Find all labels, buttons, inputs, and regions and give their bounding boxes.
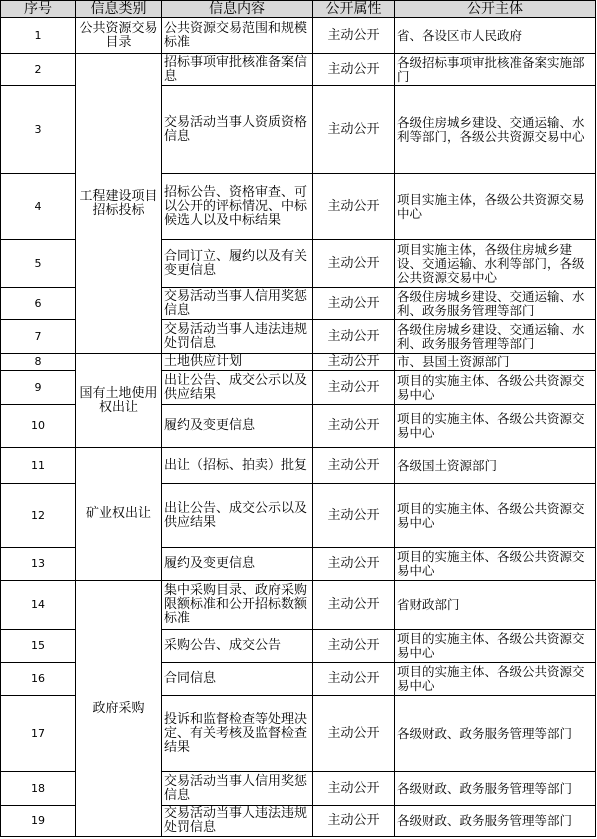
table-row: [1, 354, 596, 371]
row-index: 17: [1, 696, 76, 772]
row-content: 出让公告、成交公示以及供应结果: [162, 484, 313, 548]
row-index: 13: [1, 548, 76, 581]
row-attribute: 主动公开: [313, 696, 395, 772]
row-content: 交易活动当事人违法违规处罚信息: [162, 320, 313, 354]
row-content: 交易活动当事人信用奖惩信息: [162, 772, 313, 806]
row-attribute: 主动公开: [313, 806, 395, 837]
row-attribute: 主动公开: [313, 630, 395, 663]
row-index: 5: [1, 240, 76, 288]
row-content: 履约及变更信息: [162, 405, 313, 448]
category-engineering: 工程建设项目招标投标: [76, 54, 162, 354]
row-content: 交易活动当事人信用奖惩信息: [162, 288, 313, 320]
header-category: 信息类别: [76, 1, 162, 18]
table-row: [1, 581, 596, 630]
row-attribute: 主动公开: [313, 54, 395, 86]
row-index: 2: [1, 54, 76, 86]
row-content: 交易活动当事人资质资格信息: [162, 86, 313, 174]
row-content: 合同信息: [162, 663, 313, 696]
table-row: [1, 18, 596, 54]
row-subject: 各级国土资源部门: [395, 448, 596, 484]
row-content: 出让（招标、拍卖）批复: [162, 448, 313, 484]
row-content: 土地供应计划: [162, 354, 313, 371]
row-index: 11: [1, 448, 76, 484]
row-attribute: 主动公开: [313, 772, 395, 806]
row-attribute: 主动公开: [313, 484, 395, 548]
row-content: 采购公告、成交公告: [162, 630, 313, 663]
row-attribute: 主动公开: [313, 405, 395, 448]
header-index: 序号: [1, 1, 76, 18]
row-content: 公共资源交易范围和规模标准: [162, 18, 313, 54]
row-content: 履约及变更信息: [162, 548, 313, 581]
row-attribute: 主动公开: [313, 288, 395, 320]
header-attribute: 公开属性: [313, 1, 395, 18]
row-index: 6: [1, 288, 76, 320]
row-index: 4: [1, 174, 76, 240]
category-procurement: 政府采购: [76, 581, 162, 837]
row-attribute: 主动公开: [313, 448, 395, 484]
row-content: 出让公告、成交公示以及供应结果: [162, 371, 313, 405]
row-content: 投诉和监督检查等处理决定、有关考核及监督检查结果: [162, 696, 313, 772]
row-subject: 各级财政、政务服务管理等部门: [395, 806, 596, 837]
row-content: 集中采购目录、政府采购限额标准和公开招标数额标准: [162, 581, 313, 630]
row-index: 18: [1, 772, 76, 806]
row-index: 14: [1, 581, 76, 630]
row-subject: 省财政部门: [395, 581, 596, 630]
row-attribute: 主动公开: [313, 354, 395, 371]
row-subject: 项目实施主体，各级住房城乡建设、交通运输、水利等部门，各级公共资源交易中心: [395, 240, 596, 288]
row-subject: 项目的实施主体、各级公共资源交易中心: [395, 630, 596, 663]
row-subject: 项目的实施主体、各级公共资源交易中心: [395, 484, 596, 548]
row-subject: 各级住房城乡建设、交通运输、水利、政务服务管理等部门: [395, 288, 596, 320]
row-content: 招标事项审批核准备案信息: [162, 54, 313, 86]
row-content: 合同订立、履约以及有关变更信息: [162, 240, 313, 288]
row-attribute: 主动公开: [313, 174, 395, 240]
row-index: 9: [1, 371, 76, 405]
row-attribute: 主动公开: [313, 663, 395, 696]
row-subject: 项目的实施主体、各级公共资源交易中心: [395, 371, 596, 405]
header-subject: 公开主体: [395, 1, 596, 18]
row-index: 12: [1, 484, 76, 548]
row-attribute: 主动公开: [313, 18, 395, 54]
row-index: 8: [1, 354, 76, 371]
row-content: 交易活动当事人违法违规处罚信息: [162, 806, 313, 837]
row-index: 1: [1, 18, 76, 54]
row-subject: 各级财政、政务服务管理等部门: [395, 772, 596, 806]
row-category: 公共资源交易目录: [76, 18, 162, 54]
row-subject: 项目的实施主体、各级公共资源交易中心: [395, 405, 596, 448]
row-subject: 各级住房城乡建设、交通运输、水利等部门，各级公共资源交易中心: [395, 86, 596, 174]
row-attribute: 主动公开: [313, 371, 395, 405]
table-row: [1, 448, 596, 484]
row-index: 3: [1, 86, 76, 174]
row-attribute: 主动公开: [313, 320, 395, 354]
row-subject: 各级住房城乡建设、交通运输、水利、政务服务管理等部门: [395, 320, 596, 354]
row-subject: 各级招标事项审批核准备案实施部门: [395, 54, 596, 86]
row-subject: 省、各设区市人民政府: [395, 18, 596, 54]
header-content: 信息内容: [162, 1, 313, 18]
row-index: 7: [1, 320, 76, 354]
row-subject: 项目的实施主体、各级公共资源交易中心: [395, 663, 596, 696]
row-index: 19: [1, 806, 76, 837]
row-subject: 项目实施主体，各级公共资源交易中心: [395, 174, 596, 240]
category-land: 国有土地使用权出让: [76, 354, 162, 448]
row-attribute: 主动公开: [313, 548, 395, 581]
row-index: 15: [1, 630, 76, 663]
row-attribute: 主动公开: [313, 86, 395, 174]
row-subject: 项目的实施主体、各级公共资源交易中心: [395, 548, 596, 581]
row-index: 10: [1, 405, 76, 448]
row-subject: 市、县国土资源部门: [395, 354, 596, 371]
row-attribute: 主动公开: [313, 240, 395, 288]
table-row: [1, 54, 596, 86]
row-content: 招标公告、资格审查、可以公开的评标情况、中标候选人以及中标结果: [162, 174, 313, 240]
category-mining: 矿业权出让: [76, 448, 162, 581]
row-subject: 各级财政、政务服务管理等部门: [395, 696, 596, 772]
row-attribute: 主动公开: [313, 581, 395, 630]
row-index: 16: [1, 663, 76, 696]
table-header-row: [1, 1, 596, 18]
